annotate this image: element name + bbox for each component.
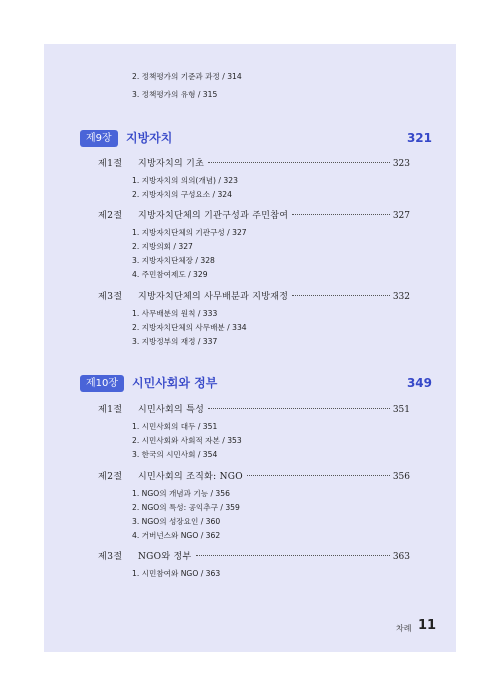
section-page: 327: [392, 211, 410, 221]
chapter-title: 시민사회와 정부: [132, 376, 218, 390]
toc-subitem: 3. 한국의 시민사회 / 354: [132, 450, 218, 459]
section-row: [98, 156, 410, 170]
toc-subitem: 2. 지방자치단체의 사무배분 / 334: [132, 323, 247, 332]
section-title: 지방자치단체의 기관구성과 주민참여: [138, 211, 289, 221]
toc-subitem: 3. 정책평가의 유형 / 315: [132, 90, 218, 99]
section-row: [98, 289, 410, 303]
toc-subitem: 1. NGO의 개념과 기능 / 356: [132, 489, 230, 498]
dot-leader: [208, 408, 390, 409]
toc-subitem: 2. 시민사회와 사회적 자본 / 353: [132, 436, 242, 445]
chapter-9-heading: [80, 130, 432, 148]
section-page: 351: [392, 405, 410, 415]
section-title: 지방자치의 기초: [138, 159, 205, 169]
toc-subitem: 2. 지방자치의 구성요소 / 324: [132, 190, 232, 199]
section-number: 제3절: [98, 292, 123, 302]
section-title: 시민사회의 특성: [138, 405, 205, 415]
dot-leader: [247, 475, 390, 476]
toc-subitem: 1. 지방자치단체의 기관구성 / 327: [132, 228, 247, 237]
section-row: [98, 208, 410, 222]
toc-subitem: 1. 지방자치의 의의(개념) / 323: [132, 176, 238, 185]
section-page: 356: [392, 472, 410, 482]
section-number: 제3절: [98, 552, 123, 562]
section-number: 제2절: [98, 472, 123, 482]
section-row: [98, 402, 410, 416]
chapter-badge: 제9장: [80, 130, 118, 147]
section-title: 시민사회의 조직화: NGO: [138, 472, 243, 482]
section-number: 제1절: [98, 405, 123, 415]
toc-subitem: 3. 지방정부의 재정 / 337: [132, 337, 218, 346]
section-title: 지방자치단체의 사무배분과 지방재정: [138, 292, 289, 302]
section-number: 제1절: [98, 159, 123, 169]
dot-leader: [196, 555, 390, 556]
footer-label: 차례: [396, 624, 412, 633]
dot-leader: [292, 295, 390, 296]
section-number: 제2절: [98, 211, 123, 221]
section-page: 363: [392, 552, 410, 562]
chapter-badge: 제10장: [80, 375, 124, 392]
dot-leader: [292, 214, 390, 215]
section-page: 323: [392, 159, 410, 169]
toc-subitem: 3. NGO의 성장요인 / 360: [132, 517, 221, 526]
chapter-title: 지방자치: [126, 131, 173, 145]
toc-subitem: 4. 거버넌스와 NGO / 362: [132, 531, 221, 540]
section-row: [98, 469, 410, 483]
toc-subitem: 1. 시민사회의 대두 / 351: [132, 422, 218, 431]
section-title: NGO와 정부: [138, 552, 192, 562]
chapter-page: 349: [406, 376, 432, 390]
toc-subitem: 3. 지방자치단체장 / 328: [132, 256, 215, 265]
toc-subitem: 2. 정책평가의 기준과 과정 / 314: [132, 72, 242, 81]
chapter-10-heading: [80, 375, 432, 393]
toc-subitem: 2. NGO의 특성: 공익추구 / 359: [132, 503, 240, 512]
dot-leader: [208, 162, 390, 163]
toc-subitem: 2. 지방의회 / 327: [132, 242, 193, 251]
section-row: [98, 549, 410, 563]
toc-subitem: 1. 시민참여와 NGO / 363: [132, 569, 221, 578]
chapter-page: 321: [406, 131, 432, 145]
toc-subitem: 1. 사무배분의 원칙 / 333: [132, 309, 218, 318]
toc-subitem: 4. 주민참여제도 / 329: [132, 270, 208, 279]
page-number: 11: [418, 618, 437, 633]
section-page: 332: [392, 292, 410, 302]
